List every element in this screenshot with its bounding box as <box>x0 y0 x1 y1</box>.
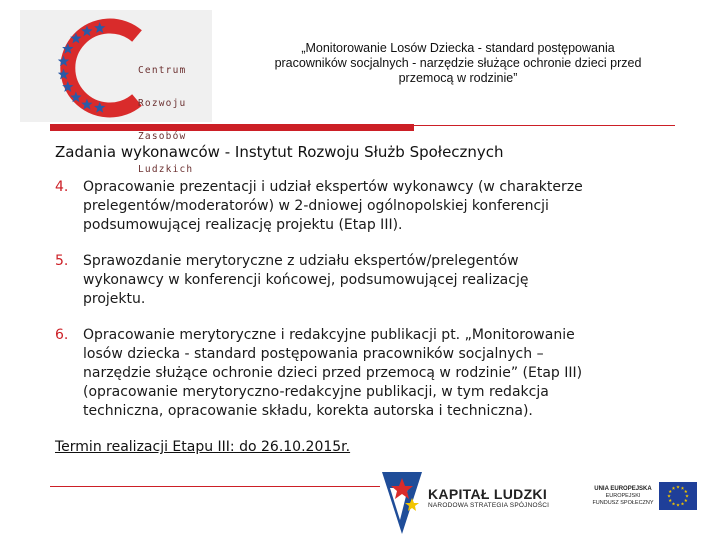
item-number: 6. <box>55 327 69 343</box>
task-list <box>55 178 675 438</box>
item-line: podsumowującej realizację projektu (Etap III). <box>83 217 403 233</box>
header-title-line: przemocą w rodzinie” <box>398 71 518 85</box>
footer-logos <box>378 468 700 538</box>
logo-line: Rozwoju <box>138 98 187 109</box>
logo-line: Ludzkich <box>138 164 194 175</box>
item-number: 5. <box>55 253 69 269</box>
item-line: projektu. <box>83 291 146 307</box>
list-item <box>55 178 675 235</box>
item-line: techniczna, opracowanie składu, korekta autorska i techniczna). <box>83 403 533 419</box>
deadline-text: Termin realizacji Etapu III: do 26.10.2015r. <box>55 439 351 455</box>
eu-line: EUROPEJSKI <box>605 493 641 499</box>
footer-red-line <box>50 486 380 487</box>
logo-line: Zasobów <box>138 131 187 142</box>
header-red-bar <box>50 124 414 131</box>
section-heading: Zadania wykonawców - Instytut Rozwoju Służb Społecznych <box>55 143 504 161</box>
list-item <box>55 252 675 309</box>
item-line: (opracowanie merytoryczno-redakcyjne publikacji, w tym redakcja <box>83 384 549 400</box>
item-line: Sprawozdanie merytoryczne z udziału ekspertów/prelegentów <box>83 253 519 269</box>
header-title <box>248 41 668 86</box>
kapital-ludzki-subtitle: NARODOWA STRATEGIA SPÓJNOŚCI <box>428 502 550 509</box>
logo-line: Centrum <box>138 65 187 76</box>
item-line: wykonawcy w konferencji końcowej, podsumowującej realizację <box>83 272 529 288</box>
eu-line: UNIA EUROPEJSKA <box>594 486 652 492</box>
header-title-line: pracowników socjalnych - narzędzie służące ochronie dzieci przed <box>274 56 642 70</box>
item-line: losów dziecka - standard postępowania pracowników socjalnych – <box>83 346 544 362</box>
item-number: 4. <box>55 179 69 195</box>
eu-line: FUNDUSZ SPOŁECZNY <box>592 500 654 506</box>
item-line: narzędzie służące ochronie dzieci przed przemocą w rodzinie” (Etap III) <box>83 365 583 381</box>
eu-flag-icon <box>659 482 697 510</box>
item-line: prelegentów/moderatorów) w 2-dniowej ogólnopolskiej konferencji <box>83 198 549 214</box>
kapital-ludzki-emblem-icon <box>378 470 426 536</box>
eu-logo-text <box>585 486 661 507</box>
list-item <box>55 326 675 421</box>
item-line: Opracowanie merytoryczne i redakcyjne publikacji pt. „Monitorowanie <box>83 327 575 343</box>
crzl-logo <box>20 10 212 175</box>
header-red-line <box>414 125 675 126</box>
logo-text <box>138 43 193 197</box>
kapital-ludzki-logo: KAPITAŁ LUDZKI <box>428 486 548 502</box>
header-title-line: „Monitorowanie Losów Dziecka - standard postępowania <box>301 41 615 55</box>
item-line: Opracowanie prezentacji i udział ekspertów wykonawcy (w charakterze <box>83 179 583 195</box>
